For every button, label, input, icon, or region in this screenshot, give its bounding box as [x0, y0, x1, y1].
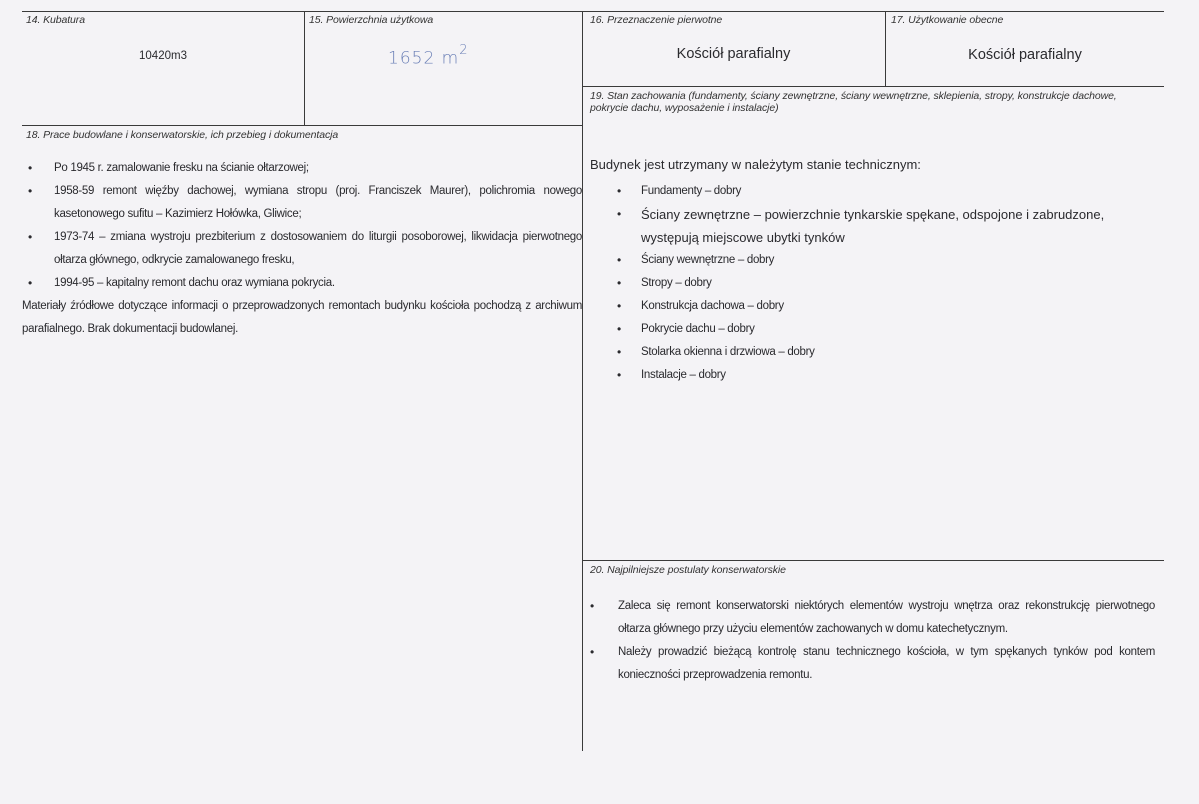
- field-15-label: 15. Powierzchnia użytkowa: [309, 14, 434, 26]
- field-19-list: [590, 180, 1150, 387]
- list-item: • Stropy – dobry: [590, 272, 1150, 295]
- list-item: • Pokrycie dachu – dobry: [590, 318, 1150, 341]
- field-19-lead: Budynek jest utrzymany w należytym stanie technicznym:: [590, 157, 921, 172]
- top-border: [22, 11, 1164, 12]
- divider-14-15: [304, 11, 305, 125]
- field-15-handwritten-value: [388, 43, 469, 69]
- field-18-content: [22, 157, 582, 341]
- list-item: • Po 1945 r. zamalowanie fresku na ścianie ołtarzowej;: [22, 157, 582, 180]
- field-15-value: 1652 m: [388, 48, 460, 69]
- field-16-label: 16. Przeznaczenie pierwotne: [590, 14, 723, 26]
- row-divider-18: [22, 125, 582, 126]
- field-14-value: 10420m3: [139, 50, 187, 62]
- list-item: • Ściany zewnętrzne – powierzchnie tynkarskie spękane, odspojone i zabrudzone, występują miejscowe ubytki tynków: [590, 203, 1150, 249]
- field-17-label: 17. Użytkowanie obecne: [891, 14, 1004, 26]
- list-item: • Instalacje – dobry: [590, 364, 1150, 387]
- field-17-value: Kościół parafialny: [968, 47, 1082, 63]
- field-20-content: [590, 595, 1155, 687]
- field-16-value: Kościół parafialny: [676, 46, 791, 62]
- list-item: • 1994-95 – kapitalny remont dachu oraz wymiana pokrycia.: [22, 272, 582, 295]
- field-18-label: 18. Prace budowlane i konserwatorskie, ich przebieg i dokumentacja: [26, 129, 339, 141]
- list-item: • Fundamenty – dobry: [590, 180, 1150, 203]
- center-divider: [582, 11, 583, 751]
- list-item: • Należy prowadzić bieżącą kontrolę stanu technicznego kościoła, w tym spękanych tynków pod kontem konieczności przeprowadzenia remontu.: [590, 641, 1155, 687]
- list-item: • 1973-74 – zmiana wystroju prezbiterium z dostosowaniem do liturgii posoborowej, likwidacja pierwotnego ołtarza głównego, odkrycie zamalowanego fresku,: [22, 226, 582, 272]
- field-20-label: 20. Najpilniejsze postulaty konserwatorskie: [590, 564, 786, 576]
- field-19-content: [590, 157, 1150, 387]
- field-20-list: [590, 595, 1155, 687]
- row-divider-19: [582, 86, 1164, 87]
- list-item: • 1958-59 remont więźby dachowej, wymiana stropu (proj. Franciszek Maurer), polichromia nowego kasetonowego sufitu – Kazimierz Hołówka, Gliwice;: [22, 180, 582, 226]
- field-18-note: Materiały źródłowe dotyczące informacji o przeprowadzonych remontach budynku kościoła pochodzą z archiwum parafialnego. Brak dokumentacji budowlanej.: [22, 300, 582, 335]
- row-divider-20: [582, 560, 1164, 561]
- field-15-unit-exponent: 2: [459, 43, 469, 58]
- field-19-label: 19. Stan zachowania (fundamenty, ściany zewnętrzne, ściany wewnętrzne, sklepienia, stropy, konstrukcje dachowe, pokrycie dachu, wyposażenie i instalacje): [590, 90, 1117, 114]
- field-18-list: [22, 157, 582, 295]
- list-item: • Stolarka okienna i drzwiowa – dobry: [590, 341, 1150, 364]
- list-item: • Konstrukcja dachowa – dobry: [590, 295, 1150, 318]
- list-item: • Zaleca się remont konserwatorski niektórych elementów wystroju wnętrza oraz rekonstrukcję pierwotnego ołtarza głównego przy użyciu elementów zachowanych w domu katechetycznym.: [590, 595, 1155, 641]
- field-14-label: 14. Kubatura: [26, 14, 85, 26]
- list-item: • Ściany wewnętrzne – dobry: [590, 249, 1150, 272]
